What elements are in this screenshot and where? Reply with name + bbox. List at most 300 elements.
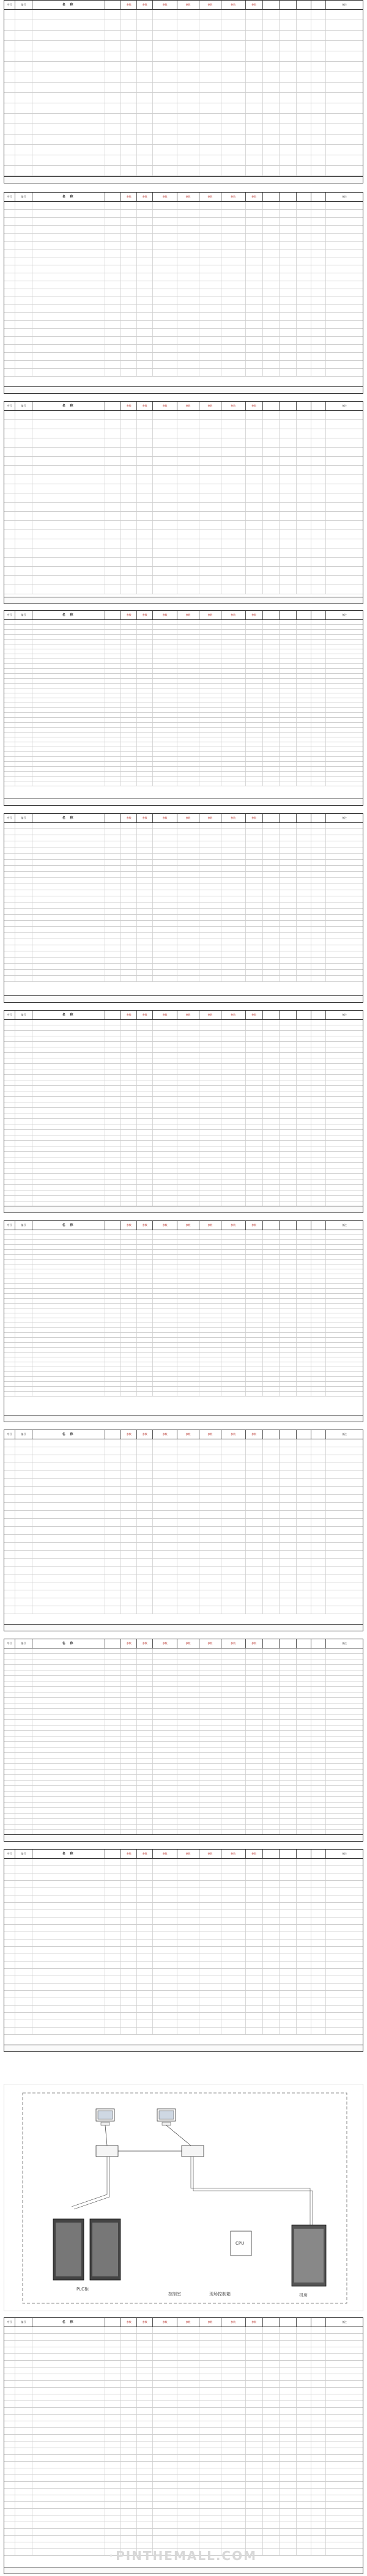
table-cell xyxy=(153,1720,177,1725)
table-cell xyxy=(15,703,32,707)
table-cell xyxy=(263,669,280,673)
table-cell xyxy=(121,145,137,155)
table-row xyxy=(4,202,363,210)
table-cell xyxy=(121,1519,137,1526)
table-cell xyxy=(105,2408,121,2414)
table-cell xyxy=(326,1698,363,1703)
table-row xyxy=(4,1269,363,1274)
table-cell xyxy=(199,630,221,634)
header-cell: 序号 xyxy=(4,1850,15,1858)
table-cell xyxy=(246,2361,263,2367)
table-cell xyxy=(32,1174,106,1179)
table-cell xyxy=(4,166,15,175)
table-cell xyxy=(221,1190,246,1195)
table-cell xyxy=(280,757,297,761)
table-cell xyxy=(263,361,280,368)
table-cell xyxy=(15,1969,32,1976)
table-cell xyxy=(177,976,199,981)
table-cell xyxy=(280,1590,297,1598)
table-cell xyxy=(311,1382,326,1386)
table-cell xyxy=(326,1559,363,1566)
table-cell xyxy=(32,718,106,722)
table-cell xyxy=(32,1042,106,1047)
table-cell xyxy=(15,669,32,673)
header-cell: 备注 xyxy=(342,1223,347,1227)
table-sheet xyxy=(4,192,363,394)
table-cell xyxy=(177,767,199,771)
table-row xyxy=(4,1097,363,1102)
table-cell xyxy=(263,2401,280,2407)
table-cell xyxy=(199,1825,221,1829)
table-row xyxy=(4,1343,363,1348)
table-cell xyxy=(280,1984,297,1990)
table-cell xyxy=(199,1196,221,1201)
table-cell xyxy=(121,1731,137,1736)
table-cell xyxy=(199,503,221,511)
table-cell xyxy=(15,909,32,914)
table-cell xyxy=(153,1031,177,1036)
table-cell xyxy=(246,708,263,712)
table-cell xyxy=(105,1245,121,1249)
table-cell xyxy=(297,51,311,61)
table-cell xyxy=(177,1289,199,1293)
header-cell xyxy=(263,1850,280,1858)
table-cell xyxy=(311,1925,326,1932)
table-cell xyxy=(326,1338,363,1342)
table-row xyxy=(4,2381,363,2388)
table-row xyxy=(4,1687,363,1692)
table-cell xyxy=(246,1471,263,1478)
table-cell xyxy=(177,1124,199,1129)
table-cell xyxy=(15,567,32,575)
table-cell xyxy=(32,939,106,945)
table-cell xyxy=(32,649,106,654)
table-cell xyxy=(153,620,177,624)
table-cell xyxy=(4,921,15,926)
table-cell xyxy=(263,713,280,717)
table-cell xyxy=(221,1559,246,1566)
table-cell xyxy=(32,1372,106,1376)
table-cell xyxy=(297,1543,311,1550)
table-cell xyxy=(15,218,32,225)
table-cell xyxy=(199,737,221,742)
table-cell xyxy=(311,103,326,113)
table-cell xyxy=(177,1976,199,1983)
table-cell xyxy=(105,1681,121,1686)
table-cell xyxy=(221,539,246,548)
table-cell xyxy=(246,733,263,737)
table-cell xyxy=(221,411,246,419)
table-cell xyxy=(246,1264,263,1269)
table-cell xyxy=(326,93,363,103)
table-cell xyxy=(32,31,106,40)
table-cell xyxy=(105,1338,121,1342)
table-cell xyxy=(221,2327,246,2333)
table-cell xyxy=(121,1567,137,1574)
table-cell xyxy=(121,1753,137,1758)
table-cell xyxy=(326,2354,363,2360)
table-cell xyxy=(297,1323,311,1327)
table-cell xyxy=(105,321,121,328)
table-cell xyxy=(121,1146,137,1151)
table-cell xyxy=(105,1725,121,1730)
table-cell xyxy=(4,1792,15,1796)
table-cell xyxy=(263,1463,280,1471)
table-cell xyxy=(311,1245,326,1249)
table-row xyxy=(4,273,363,281)
table-cell xyxy=(199,1665,221,1670)
table-cell xyxy=(15,635,32,639)
table-cell xyxy=(326,777,363,781)
table-cell xyxy=(263,226,280,233)
table-cell xyxy=(4,2408,15,2414)
table-cell xyxy=(199,872,221,877)
header-cell: 参数 xyxy=(177,402,199,410)
table-cell xyxy=(311,1439,326,1447)
table-cell xyxy=(137,674,153,678)
table-cell xyxy=(246,265,263,273)
table-row xyxy=(4,361,363,369)
table-cell xyxy=(177,1582,199,1590)
table-row xyxy=(4,475,363,484)
table-cell xyxy=(105,1031,121,1036)
table-cell xyxy=(221,2361,246,2367)
table-cell xyxy=(4,249,15,257)
table-cell xyxy=(297,939,311,945)
table-cell xyxy=(121,2374,137,2380)
table-cell xyxy=(32,708,106,712)
table-cell xyxy=(263,1551,280,1558)
table-cell xyxy=(263,329,280,336)
table-cell xyxy=(137,1962,153,1968)
table-cell xyxy=(311,679,326,683)
table-cell xyxy=(32,420,106,429)
table-cell xyxy=(297,1559,311,1566)
table-cell xyxy=(153,958,177,963)
table-cell xyxy=(246,1069,263,1074)
table-cell xyxy=(153,242,177,249)
table-cell xyxy=(311,915,326,920)
table-cell xyxy=(137,781,153,786)
table-cell xyxy=(326,2401,363,2407)
table-cell xyxy=(153,841,177,847)
table-cell xyxy=(177,411,199,419)
table-cell xyxy=(326,1447,363,1455)
header-cell: 参数 xyxy=(153,1011,177,1019)
table-cell xyxy=(199,698,221,703)
table-cell xyxy=(105,1866,121,1873)
table-cell xyxy=(221,1910,246,1917)
table-cell xyxy=(199,1333,221,1337)
table-cell xyxy=(137,1333,153,1337)
table-cell xyxy=(177,964,199,969)
table-cell xyxy=(297,1775,311,1780)
header-cell: 参数 xyxy=(199,2318,221,2327)
table-cell xyxy=(153,1328,177,1332)
table-cell xyxy=(105,1574,121,1582)
table-cell xyxy=(4,1064,15,1069)
table-cell xyxy=(280,313,297,320)
table-cell xyxy=(105,1064,121,1069)
table-cell xyxy=(177,2408,199,2414)
table-cell xyxy=(221,1075,246,1080)
table-cell xyxy=(177,420,199,429)
table-cell xyxy=(4,361,15,368)
table-cell xyxy=(4,866,15,871)
table-cell xyxy=(4,124,15,134)
table-cell xyxy=(311,145,326,155)
table-cell xyxy=(199,964,221,969)
table-cell xyxy=(32,674,106,678)
table-cell xyxy=(177,854,199,859)
table-cell xyxy=(246,493,263,502)
table-cell xyxy=(326,558,363,566)
table-cell xyxy=(280,909,297,914)
table-cell xyxy=(280,1086,297,1091)
table-cell xyxy=(246,728,263,732)
table-cell xyxy=(121,1910,137,1917)
table-cell xyxy=(177,1135,199,1140)
table-cell xyxy=(280,1455,297,1463)
table-cell xyxy=(121,1709,137,1714)
table-cell xyxy=(326,2013,363,2020)
table-cell xyxy=(280,530,297,539)
table-cell xyxy=(263,1135,280,1140)
table-cell xyxy=(15,1947,32,1954)
table-cell xyxy=(32,772,106,776)
table-cell xyxy=(297,411,311,419)
table-cell xyxy=(137,921,153,926)
table-cell xyxy=(15,10,32,20)
table-cell xyxy=(280,1245,297,1249)
table-cell xyxy=(246,747,263,751)
table-cell xyxy=(297,62,311,72)
table-cell xyxy=(263,2381,280,2387)
table-cell xyxy=(221,1047,246,1052)
table-cell xyxy=(221,654,246,659)
header-cell xyxy=(263,814,280,822)
table-cell xyxy=(297,752,311,756)
table-cell xyxy=(32,1190,106,1195)
table-cell xyxy=(199,1080,221,1085)
table-cell xyxy=(137,1328,153,1332)
table-cell xyxy=(280,767,297,771)
table-cell xyxy=(263,777,280,781)
table-row xyxy=(4,951,363,958)
table-cell xyxy=(105,345,121,352)
table-cell xyxy=(177,2327,199,2333)
table-cell xyxy=(15,1328,32,1332)
header-cell xyxy=(280,611,297,619)
table-cell xyxy=(311,1731,326,1736)
table-cell xyxy=(246,737,263,742)
table-cell xyxy=(121,1152,137,1157)
table-cell xyxy=(263,733,280,737)
table-cell xyxy=(32,1036,106,1041)
table-cell xyxy=(105,1543,121,1550)
table-cell xyxy=(199,1503,221,1510)
table-cell xyxy=(263,1903,280,1910)
table-cell xyxy=(137,1747,153,1752)
table-cell xyxy=(4,767,15,771)
table-cell xyxy=(246,1274,263,1279)
table-cell xyxy=(177,297,199,304)
table-cell xyxy=(121,625,137,629)
table-cell xyxy=(153,1086,177,1091)
table-row xyxy=(4,703,363,708)
table-cell xyxy=(4,1709,15,1714)
table-cell xyxy=(246,921,263,926)
table-cell xyxy=(137,1567,153,1574)
table-cell xyxy=(326,1709,363,1714)
table-cell xyxy=(137,503,153,511)
table-cell xyxy=(326,10,363,20)
table-cell xyxy=(153,1582,177,1590)
table-cell xyxy=(246,1659,263,1664)
table-cell xyxy=(121,576,137,585)
table-cell xyxy=(280,1377,297,1381)
table-cell xyxy=(4,1881,15,1888)
table-cell xyxy=(15,1382,32,1386)
table-cell xyxy=(105,475,121,484)
table-cell xyxy=(32,1895,106,1902)
table-cell xyxy=(177,281,199,289)
table-cell xyxy=(326,576,363,585)
table-cell xyxy=(177,1543,199,1550)
table-cell xyxy=(280,1969,297,1976)
table-cell xyxy=(297,2354,311,2360)
table-cell xyxy=(221,234,246,241)
table-cell xyxy=(32,620,106,624)
table-cell xyxy=(121,1976,137,1983)
table-cell xyxy=(32,964,106,969)
table-cell xyxy=(199,1559,221,1566)
header-cell xyxy=(105,611,121,619)
table-cell xyxy=(153,1058,177,1063)
table-cell xyxy=(137,1803,153,1807)
table-cell xyxy=(221,1895,246,1902)
table-cell xyxy=(280,1954,297,1961)
table-header xyxy=(4,1430,363,1439)
table-cell xyxy=(280,1764,297,1769)
table-cell xyxy=(246,475,263,484)
table-cell xyxy=(15,664,32,668)
table-cell xyxy=(105,1803,121,1807)
table-cell xyxy=(137,1245,153,1249)
table-cell xyxy=(263,1235,280,1239)
table-row xyxy=(4,1250,363,1255)
table-cell xyxy=(221,2367,246,2374)
header-cell xyxy=(297,2318,311,2327)
table-cell xyxy=(121,1725,137,1730)
table-cell xyxy=(297,1954,311,1961)
header-cell: 参数 xyxy=(121,1011,137,1019)
table-cell xyxy=(137,345,153,352)
table-cell xyxy=(297,558,311,566)
table-cell xyxy=(177,1102,199,1107)
table-cell xyxy=(326,83,363,92)
table-cell xyxy=(280,1962,297,1968)
table-cell xyxy=(137,242,153,249)
table-cell xyxy=(280,1308,297,1313)
header-cell: 参数 xyxy=(137,814,153,822)
table-cell xyxy=(311,1168,326,1173)
table-cell xyxy=(297,249,311,257)
table-cell xyxy=(246,1304,263,1308)
table-cell xyxy=(280,2334,297,2340)
table-row xyxy=(4,93,363,103)
header-cell: 参数 xyxy=(177,1221,199,1230)
table-cell xyxy=(221,1676,246,1681)
table-cell xyxy=(311,693,326,698)
table-cell xyxy=(121,1814,137,1818)
table-cell xyxy=(297,644,311,649)
table-cell xyxy=(221,257,246,265)
table-cell xyxy=(32,951,106,957)
table-cell xyxy=(137,10,153,20)
table-cell xyxy=(153,321,177,328)
table-cell xyxy=(199,620,221,624)
table-cell xyxy=(177,1984,199,1990)
table-cell xyxy=(263,1866,280,1873)
table-cell xyxy=(221,1058,246,1063)
table-cell xyxy=(246,909,263,914)
table-cell xyxy=(297,2401,311,2407)
table-cell xyxy=(177,1881,199,1888)
table-cell xyxy=(4,644,15,649)
table-cell xyxy=(4,1917,15,1924)
table-row xyxy=(4,1598,363,1606)
table-cell xyxy=(297,1146,311,1151)
table-cell xyxy=(121,1991,137,1998)
table-cell xyxy=(32,503,106,511)
table-cell xyxy=(177,2013,199,2020)
table-cell xyxy=(137,124,153,134)
table-cell xyxy=(280,2374,297,2380)
table-row xyxy=(4,1665,363,1670)
table-cell xyxy=(263,457,280,465)
table-cell xyxy=(32,958,106,963)
table-cell xyxy=(32,1439,106,1447)
table-cell xyxy=(199,1025,221,1030)
table-cell xyxy=(311,1720,326,1725)
table-cell xyxy=(105,1240,121,1244)
table-cell xyxy=(199,438,221,447)
table-cell xyxy=(105,1764,121,1769)
table-cell xyxy=(121,703,137,707)
table-cell xyxy=(177,1709,199,1714)
table-cell xyxy=(326,1377,363,1381)
header-cell: 参数 xyxy=(177,1639,199,1648)
table-cell xyxy=(105,484,121,493)
table-cell xyxy=(326,1343,363,1347)
table-cell xyxy=(199,72,221,82)
table-cell xyxy=(121,1179,137,1184)
table-cell xyxy=(121,1377,137,1381)
table-cell xyxy=(15,1709,32,1714)
table-cell xyxy=(246,664,263,668)
table-cell xyxy=(177,576,199,585)
table-cell xyxy=(177,884,199,890)
table-cell xyxy=(121,281,137,289)
table-cell xyxy=(153,747,177,751)
table-cell xyxy=(32,1825,106,1829)
table-cell xyxy=(177,1873,199,1880)
table-cell xyxy=(105,1313,121,1318)
table-cell xyxy=(105,737,121,742)
table-cell xyxy=(263,1582,280,1590)
table-cell xyxy=(326,1031,363,1036)
